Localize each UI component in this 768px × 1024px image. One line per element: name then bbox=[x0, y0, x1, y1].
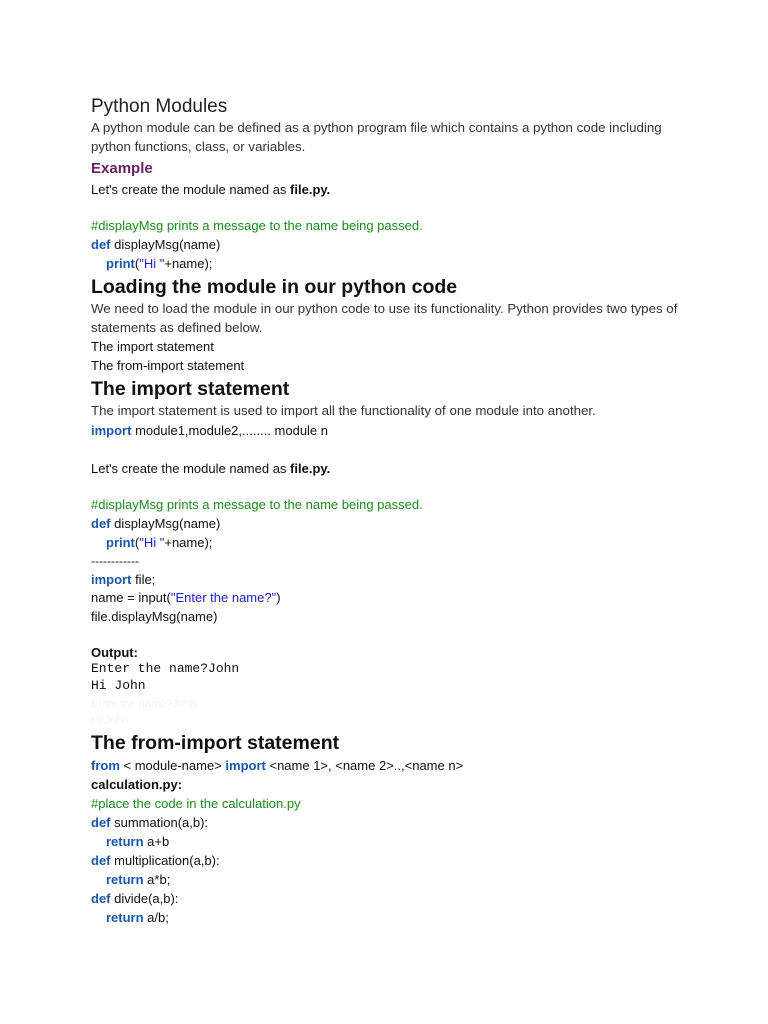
return-mul: a*b; bbox=[143, 872, 171, 887]
calculation-file-name: calculation.py: bbox=[91, 777, 183, 792]
from-import-heading: The from-import statement bbox=[91, 732, 340, 754]
return-keyword: return bbox=[106, 834, 144, 849]
def-keyword-4: def bbox=[91, 853, 111, 868]
file-name-2: file.py. bbox=[290, 461, 331, 476]
print-string-2: "Hi " bbox=[139, 535, 165, 550]
calculation-comment: #place the code in the calculation.py bbox=[91, 796, 301, 811]
def-keyword: def bbox=[91, 237, 111, 252]
output-line-1: Enter the name?John bbox=[91, 661, 240, 676]
divide-signature: divide(a,b): bbox=[110, 891, 179, 906]
import-file: file; bbox=[131, 572, 156, 587]
input-prefix: name = input( bbox=[91, 590, 171, 605]
multiplication-signature: multiplication(a,b): bbox=[110, 853, 220, 868]
return-div: a/b; bbox=[143, 910, 169, 925]
def-summation-line bbox=[91, 815, 208, 831]
module-name-placeholder: < module-name> bbox=[119, 758, 226, 773]
def-signature: displayMsg(name) bbox=[110, 237, 221, 252]
input-suffix: ) bbox=[276, 590, 281, 605]
import-keyword-2: import bbox=[91, 572, 132, 587]
output-label: Output: bbox=[91, 645, 138, 660]
ghost-text-1: Enter the name?John bbox=[91, 698, 197, 710]
loading-paragraph: We need to load the module in our python code to use its functionality. Python provides two types of statements as defined below. bbox=[91, 301, 678, 335]
page-title: Python Modules bbox=[91, 96, 228, 117]
print-keyword-2: print bbox=[106, 535, 135, 550]
name-input-line bbox=[91, 590, 281, 606]
code-comment: #displayMsg prints a message to the name being passed. bbox=[91, 218, 423, 233]
return-mul-line bbox=[106, 872, 170, 888]
def-signature-2: displayMsg(name) bbox=[110, 516, 221, 531]
import-syntax: module1,module2,........ module n bbox=[131, 423, 329, 438]
return-sum: a+b bbox=[143, 834, 170, 849]
import-file-line bbox=[91, 572, 155, 588]
def-keyword-5: def bbox=[91, 891, 111, 906]
example-heading: Example bbox=[91, 160, 153, 177]
print-rest: +name); bbox=[164, 256, 213, 271]
output-line-2: Hi John bbox=[91, 678, 146, 693]
def-divide-line bbox=[91, 891, 178, 907]
loading-heading: Loading the module in our python code bbox=[91, 276, 458, 298]
print-keyword: print bbox=[106, 256, 135, 271]
create-module-line-2 bbox=[91, 461, 330, 477]
print-rest-2: +name); bbox=[164, 535, 213, 550]
return-keyword-3: return bbox=[106, 910, 144, 925]
statement-item-import: The import statement bbox=[91, 339, 214, 354]
return-sum-line bbox=[106, 834, 169, 850]
import-keyword: import bbox=[91, 423, 132, 438]
import-keyword-3: import bbox=[225, 758, 266, 773]
create-text-2: Let's create the module named as bbox=[91, 461, 291, 476]
print-open: ( bbox=[134, 256, 140, 271]
def-keyword-3: def bbox=[91, 815, 111, 830]
from-keyword: from bbox=[91, 758, 120, 773]
code-def-line-2 bbox=[91, 516, 220, 532]
def-keyword-2: def bbox=[91, 516, 111, 531]
code-print-line bbox=[106, 256, 212, 272]
code-comment-2: #displayMsg prints a message to the name being passed. bbox=[91, 497, 423, 512]
create-module-line bbox=[91, 182, 330, 198]
return-div-line bbox=[106, 910, 169, 926]
import-heading: The import statement bbox=[91, 378, 290, 400]
summation-signature: summation(a,b): bbox=[110, 815, 209, 830]
intro-paragraph: A python module can be defined as a python program file which contains a python code including python functions, class, or variables. bbox=[91, 120, 662, 154]
call-line: file.displayMsg(name) bbox=[91, 609, 218, 624]
def-multiplication-line bbox=[91, 853, 220, 869]
from-import-syntax-line bbox=[91, 758, 463, 774]
input-string: "Enter the name?" bbox=[170, 590, 277, 605]
import-syntax-line bbox=[91, 423, 328, 439]
create-text: Let's create the module named as bbox=[91, 182, 291, 197]
ghost-text-2: Hi John bbox=[91, 714, 129, 726]
return-keyword-2: return bbox=[106, 872, 144, 887]
print-string: "Hi " bbox=[139, 256, 165, 271]
code-def-line bbox=[91, 237, 220, 253]
import-paragraph: The import statement is used to import all the functionality of one module into another. bbox=[91, 403, 596, 418]
code-print-line-2 bbox=[106, 535, 212, 551]
print-open-2: ( bbox=[134, 535, 140, 550]
separator-dashes: ------------ bbox=[91, 554, 139, 568]
statement-item-from-import: The from-import statement bbox=[91, 358, 245, 373]
name-list: <name 1>, <name 2>..,<name n> bbox=[265, 758, 464, 773]
file-name: file.py. bbox=[290, 182, 331, 197]
